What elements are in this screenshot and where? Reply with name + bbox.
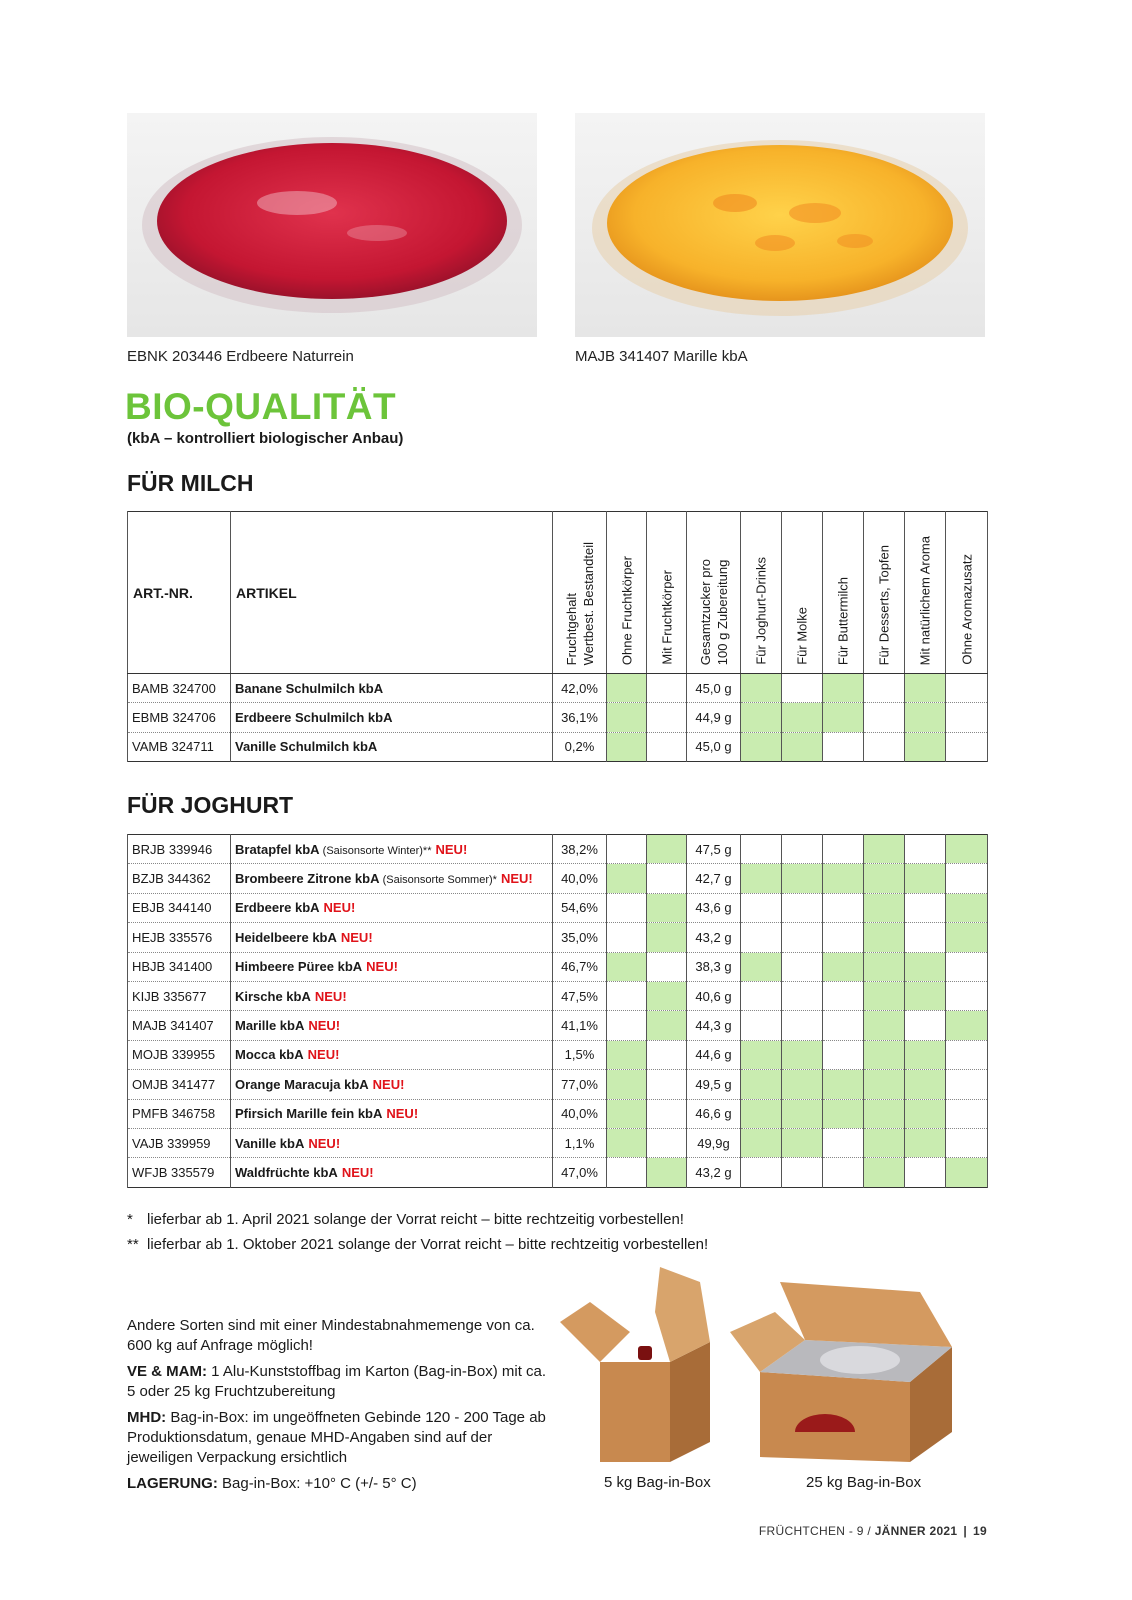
art-nr-cell: PMFB 346758: [128, 1099, 231, 1128]
flag-cell-ohne-fk: [607, 1040, 647, 1069]
art-nr-cell: VAMB 324711: [128, 732, 231, 761]
info-mhd: MHD: Bag-in-Box: im ungeöffneten Gebinde 120 - 200 Tage ab Produktionsdatum, genaue MHD-Angaben sind auf der jeweiligen Verpackung ersichtlich: [127, 1409, 546, 1466]
subline: (kbA – kontrolliert biologischer Anbau): [127, 430, 404, 447]
art-nr-cell: MAJB 341407: [128, 1011, 231, 1040]
neu-badge: NEU!: [323, 900, 356, 916]
flag-cell: [823, 1099, 864, 1128]
flag-cell: [782, 923, 823, 952]
neu-badge: NEU!: [308, 1135, 341, 1151]
info-ve-mam: VE & MAM: 1 Alu-Kunststoffbag im Karton (Bag-in-Box) mit ca. 5 oder 25 kg Fruchtzubereitung: [127, 1363, 547, 1400]
gesamtzucker-cell: 46,6 g: [687, 1099, 741, 1128]
flag-cell: [741, 981, 782, 1010]
table-row: [128, 732, 988, 761]
artikel-cell: Erdbeere kbA NEU!: [231, 893, 553, 922]
flag-cell: [946, 732, 988, 761]
flag-cell: [741, 1040, 782, 1069]
flag-cell: [741, 674, 782, 703]
flag-cell-ohne-fk: [607, 703, 647, 732]
flag-cell: [782, 1099, 823, 1128]
fruchtgehalt-cell: 1,5%: [553, 1040, 607, 1069]
fruchtgehalt-cell: 46,7%: [553, 952, 607, 981]
flag-cell: [905, 1070, 946, 1099]
flag-cell-mit-fk: [647, 864, 687, 893]
flag-cell-ohne-fk: [607, 1070, 647, 1099]
gesamtzucker-cell: 45,0 g: [687, 732, 741, 761]
art-nr-cell: MOJB 339955: [128, 1040, 231, 1069]
flag-cell-mit-fk: [647, 732, 687, 761]
flag-cell: [823, 1011, 864, 1040]
flag-cell: [823, 864, 864, 893]
neu-badge: NEU!: [340, 929, 373, 945]
artikel-cell: Heidelbeere kbA NEU!: [231, 923, 553, 952]
table-row: [128, 674, 988, 703]
fruchtgehalt-cell: 1,1%: [553, 1128, 607, 1157]
flag-cell-mit-fk: [647, 674, 687, 703]
flag-cell: [782, 1040, 823, 1069]
flag-cell: [823, 893, 864, 922]
table-row: [128, 835, 988, 864]
flag-cell: [864, 952, 905, 981]
footnote-oktober: ** lieferbar ab 1. Oktober 2021 solange der Vorrat reicht – bitte rechtzeitig vorbestellen!: [127, 1236, 709, 1253]
flag-cell: [782, 1158, 823, 1187]
flag-cell-ohne-fk: [607, 981, 647, 1010]
flag-cell: [946, 864, 988, 893]
section-title-joghurt: FÜR JOGHURT: [127, 792, 294, 818]
art-nr-cell: OMJB 341477: [128, 1070, 231, 1099]
flag-cell: [905, 864, 946, 893]
flag-cell-mit-fk: [647, 1040, 687, 1069]
flag-cell: [823, 952, 864, 981]
flag-cell-ohne-fk: [607, 674, 647, 703]
caption-25kg: 25 kg Bag-in-Box: [806, 1474, 922, 1491]
col-desserts: Für Desserts, Topfen: [864, 512, 905, 674]
col-buttermilch: Für Buttermilch: [823, 512, 864, 674]
fruchtgehalt-cell: 42,0%: [553, 674, 607, 703]
flag-cell: [823, 1070, 864, 1099]
flag-cell-ohne-fk: [607, 732, 647, 761]
fruchtgehalt-cell: 36,1%: [553, 703, 607, 732]
gesamtzucker-cell: 47,5 g: [687, 835, 741, 864]
table-row: [128, 1011, 988, 1040]
gesamtzucker-cell: 44,9 g: [687, 703, 741, 732]
flag-cell: [946, 1040, 988, 1069]
flag-cell: [905, 1099, 946, 1128]
table-row: [128, 1070, 988, 1099]
col-fruchtgehalt: Fruchtgehalt Wertbest. Bestandteil: [553, 512, 607, 674]
col-joghurt-drinks: Für Joghurt-Drinks: [741, 512, 782, 674]
col-artikel: ARTIKEL: [231, 512, 553, 674]
flag-cell-mit-fk: [647, 893, 687, 922]
flag-cell-ohne-fk: [607, 952, 647, 981]
flag-cell-mit-fk: [647, 952, 687, 981]
artikel-cell: Brombeere Zitrone kbA (Saisonsorte Sommer)* NEU!: [231, 864, 553, 893]
footer-magazine: FRÜCHTCHEN - 9 /: [758, 1524, 872, 1538]
gesamtzucker-cell: 43,2 g: [687, 923, 741, 952]
neu-badge: NEU!: [341, 1164, 374, 1180]
table-row: [128, 952, 988, 981]
flag-cell: [782, 981, 823, 1010]
marille-photo: [575, 113, 985, 337]
artikel-cell: Pfirsich Marille fein kbA NEU!: [231, 1099, 553, 1128]
flag-cell: [864, 703, 905, 732]
flag-cell: [741, 952, 782, 981]
col-molke: Für Molke: [782, 512, 823, 674]
fruchtgehalt-cell: 47,5%: [553, 981, 607, 1010]
flag-cell: [741, 703, 782, 732]
fruchtgehalt-cell: 77,0%: [553, 1070, 607, 1099]
page-footer: FRÜCHTCHEN - 9 / JÄNNER 2021 | 19: [758, 1524, 987, 1538]
flag-cell-mit-fk: [647, 1128, 687, 1157]
fruchtgehalt-cell: 40,0%: [553, 1099, 607, 1128]
flag-cell: [946, 703, 988, 732]
artikel-cell: Bratapfel kbA (Saisonsorte Winter)** NEU!: [231, 835, 553, 864]
flag-cell: [782, 835, 823, 864]
neu-badge: NEU!: [435, 841, 468, 857]
flag-cell: [782, 864, 823, 893]
art-nr-cell: HBJB 341400: [128, 952, 231, 981]
neu-badge: NEU!: [500, 871, 533, 887]
footnote-april: * lieferbar ab 1. April 2021 solange der Vorrat reicht – bitte rechtzeitig vorbestellen!: [127, 1211, 684, 1228]
artikel-cell: Orange Maracuja kbA NEU!: [231, 1070, 553, 1099]
milch-header-row: [128, 512, 988, 674]
flag-cell: [864, 1099, 905, 1128]
footer-issue: JÄNNER 2021: [874, 1524, 958, 1538]
flag-cell: [823, 981, 864, 1010]
fruchtgehalt-cell: 40,0%: [553, 864, 607, 893]
flag-cell: [905, 1128, 946, 1157]
flag-cell: [782, 893, 823, 922]
flag-cell: [946, 674, 988, 703]
artikel-cell: Erdbeere Schulmilch kbA: [231, 703, 553, 732]
flag-cell: [905, 703, 946, 732]
flag-cell: [823, 923, 864, 952]
flag-cell: [741, 923, 782, 952]
table-row: [128, 1128, 988, 1157]
flag-cell: [946, 981, 988, 1010]
flag-cell: [864, 923, 905, 952]
flag-cell: [864, 893, 905, 922]
info-block: [127, 1316, 547, 1500]
flag-cell: [864, 1070, 905, 1099]
flag-cell: [741, 893, 782, 922]
flag-cell: [946, 1128, 988, 1157]
gesamtzucker-cell: 40,6 g: [687, 981, 741, 1010]
col-mit-fruchtkoerper: Mit Fruchtkörper: [647, 512, 687, 674]
artikel-cell: Marille kbA NEU!: [231, 1011, 553, 1040]
gesamtzucker-cell: 45,0 g: [687, 674, 741, 703]
table-row: [128, 981, 988, 1010]
artikel-cell: Vanille kbA NEU!: [231, 1128, 553, 1157]
flag-cell-mit-fk: [647, 923, 687, 952]
flag-cell-mit-fk: [647, 981, 687, 1010]
table-row: [128, 1040, 988, 1069]
page-number: 19: [973, 1524, 987, 1538]
caption-5kg: 5 kg Bag-in-Box: [604, 1474, 711, 1491]
flag-cell: [741, 1070, 782, 1099]
art-nr-cell: BAMB 324700: [128, 674, 231, 703]
flag-cell: [946, 923, 988, 952]
flag-cell: [864, 1011, 905, 1040]
flag-cell-ohne-fk: [607, 1099, 647, 1128]
info-andere-sorten: Andere Sorten sind mit einer Mindestabnahmemenge von ca. 600 kg auf Anfrage möglich!: [127, 1317, 535, 1354]
right-photo-caption: MAJB 341407 Marille kbA: [575, 348, 748, 365]
artikel-cell: Vanille Schulmilch kbA: [231, 732, 553, 761]
flag-cell: [823, 674, 864, 703]
art-nr-cell: WFJB 335579: [128, 1158, 231, 1187]
flag-cell-mit-fk: [647, 835, 687, 864]
art-nr-cell: VAJB 339959: [128, 1128, 231, 1157]
col-ohne-aromazusatz: Ohne Aromazusatz: [946, 512, 988, 674]
flag-cell: [864, 864, 905, 893]
flag-cell: [946, 835, 988, 864]
art-nr-cell: HEJB 335576: [128, 923, 231, 952]
table-row: [128, 1099, 988, 1128]
table-row: [128, 864, 988, 893]
bag-in-box-photos: [560, 1262, 980, 1467]
flag-cell: [741, 732, 782, 761]
neu-badge: NEU!: [308, 1018, 341, 1034]
gesamtzucker-cell: 43,6 g: [687, 893, 741, 922]
flag-cell-ohne-fk: [607, 923, 647, 952]
flag-cell: [946, 1011, 988, 1040]
fruchtgehalt-cell: 47,0%: [553, 1158, 607, 1187]
flag-cell: [946, 1070, 988, 1099]
joghurt-table: [127, 834, 988, 1188]
gesamtzucker-cell: 49,5 g: [687, 1070, 741, 1099]
gesamtzucker-cell: 43,2 g: [687, 1158, 741, 1187]
flag-cell: [864, 674, 905, 703]
flag-cell-ohne-fk: [607, 835, 647, 864]
flag-cell: [782, 732, 823, 761]
art-nr-cell: EBJB 344140: [128, 893, 231, 922]
flag-cell: [823, 703, 864, 732]
col-gesamtzucker: Gesamtzucker pro 100 g Zubereitung: [687, 512, 741, 674]
col-art-nr: ART.-NR.: [128, 512, 231, 674]
flag-cell: [782, 1011, 823, 1040]
flag-cell: [741, 864, 782, 893]
flag-cell: [741, 835, 782, 864]
flag-cell: [823, 835, 864, 864]
section-title-milch: FÜR MILCH: [127, 470, 254, 496]
table-row: [128, 1158, 988, 1187]
flag-cell-mit-fk: [647, 703, 687, 732]
flag-cell: [864, 981, 905, 1010]
flag-cell: [864, 1158, 905, 1187]
flag-cell: [946, 952, 988, 981]
flag-cell: [905, 923, 946, 952]
artikel-cell: Mocca kbA NEU!: [231, 1040, 553, 1069]
flag-cell: [782, 952, 823, 981]
artikel-cell: Banane Schulmilch kbA: [231, 674, 553, 703]
art-nr-cell: BRJB 339946: [128, 835, 231, 864]
flag-cell-mit-fk: [647, 1158, 687, 1187]
flag-cell-ohne-fk: [607, 1128, 647, 1157]
col-natuerliches-aroma: Mit natürlichem Aroma: [905, 512, 946, 674]
gesamtzucker-cell: 44,6 g: [687, 1040, 741, 1069]
table-row: [128, 923, 988, 952]
info-lagerung: LAGERUNG: Bag-in-Box: +10° C (+/- 5° C): [127, 1475, 417, 1492]
flag-cell: [864, 835, 905, 864]
flag-cell: [782, 703, 823, 732]
flag-cell: [741, 1158, 782, 1187]
flag-cell: [905, 1011, 946, 1040]
flag-cell: [905, 732, 946, 761]
artikel-cell: Kirsche kbA NEU!: [231, 981, 553, 1010]
table-row: [128, 893, 988, 922]
fruchtgehalt-cell: 38,2%: [553, 835, 607, 864]
flag-cell: [905, 952, 946, 981]
neu-badge: NEU!: [386, 1106, 419, 1122]
fruchtgehalt-cell: 35,0%: [553, 923, 607, 952]
flag-cell: [782, 1128, 823, 1157]
flag-cell: [741, 1128, 782, 1157]
flag-cell: [864, 732, 905, 761]
artikel-cell: Himbeere Püree kbA NEU!: [231, 952, 553, 981]
gesamtzucker-cell: 44,3 g: [687, 1011, 741, 1040]
table-row: [128, 703, 988, 732]
headline: BIO-QUALITÄT: [125, 386, 397, 427]
flag-cell: [782, 674, 823, 703]
fruchtgehalt-cell: 0,2%: [553, 732, 607, 761]
flag-cell-ohne-fk: [607, 893, 647, 922]
erdbeere-photo: [127, 113, 537, 337]
flag-cell: [905, 835, 946, 864]
flag-cell: [864, 1040, 905, 1069]
flag-cell: [823, 1158, 864, 1187]
flag-cell-mit-fk: [647, 1070, 687, 1099]
flag-cell: [946, 893, 988, 922]
flag-cell: [741, 1011, 782, 1040]
neu-badge: NEU!: [372, 1076, 405, 1092]
flag-cell-ohne-fk: [607, 1158, 647, 1187]
artikel-cell: Waldfrüchte kbA NEU!: [231, 1158, 553, 1187]
flag-cell: [823, 732, 864, 761]
flag-cell: [782, 1070, 823, 1099]
neu-badge: NEU!: [366, 959, 398, 975]
flag-cell: [741, 1099, 782, 1128]
gesamtzucker-cell: 49,9g: [687, 1128, 741, 1157]
flag-cell: [905, 981, 946, 1010]
gesamtzucker-cell: 38,3 g: [687, 952, 741, 981]
gesamtzucker-cell: 42,7 g: [687, 864, 741, 893]
left-photo-caption: EBNK 203446 Erdbeere Naturrein: [127, 348, 354, 365]
milch-table: [127, 511, 988, 762]
flag-cell: [905, 1040, 946, 1069]
flag-cell: [946, 1099, 988, 1128]
art-nr-cell: KIJB 335677: [128, 981, 231, 1010]
neu-badge: NEU!: [314, 988, 347, 1004]
neu-badge: NEU!: [307, 1047, 340, 1063]
col-ohne-fruchtkoerper: Ohne Fruchtkörper: [607, 512, 647, 674]
flag-cell-ohne-fk: [607, 864, 647, 893]
art-nr-cell: EBMB 324706: [128, 703, 231, 732]
flag-cell: [823, 1040, 864, 1069]
flag-cell-mit-fk: [647, 1011, 687, 1040]
fruchtgehalt-cell: 41,1%: [553, 1011, 607, 1040]
flag-cell-ohne-fk: [607, 1011, 647, 1040]
flag-cell: [905, 893, 946, 922]
flag-cell: [823, 1128, 864, 1157]
flag-cell-mit-fk: [647, 1099, 687, 1128]
flag-cell: [864, 1128, 905, 1157]
flag-cell: [905, 1158, 946, 1187]
fruchtgehalt-cell: 54,6%: [553, 893, 607, 922]
art-nr-cell: BZJB 344362: [128, 864, 231, 893]
flag-cell: [946, 1158, 988, 1187]
flag-cell: [905, 674, 946, 703]
